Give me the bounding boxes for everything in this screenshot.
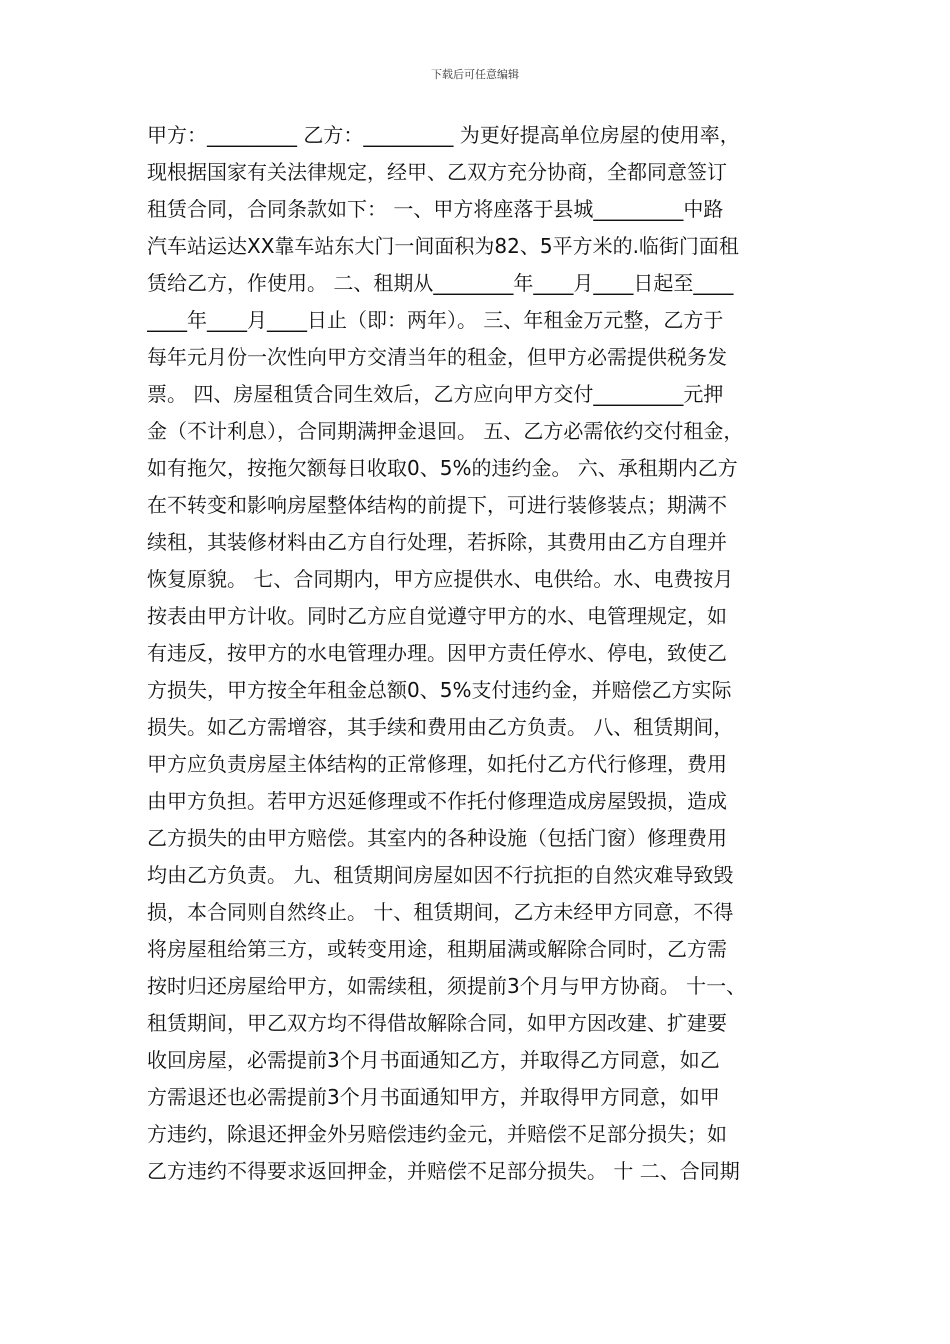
page-header: 下载后可任意编辑: [431, 68, 519, 81]
text-line: 损失。如乙方需增容，其手续和费用由乙方负责。 八、租赁期间，: [147, 715, 734, 739]
text-line: 收回房屋，必需提前3个月书面通知乙方，并取得乙方同意，如乙: [147, 1048, 720, 1072]
text-line: 汽车站运达XX靠车站东大门一间面积为82、5平方米的.临街门面租: [147, 234, 739, 258]
text-line: 票。 四、房屋租赁合同生效后，乙方应向甲方交付_________元押: [147, 382, 724, 406]
text-line: 方损失，甲方按全年租金总额0、5%支付违约金，并赔偿乙方实际: [147, 678, 732, 702]
text-line: 赁给乙方，作使用。 二、租期从________年____月____日起至____: [147, 271, 734, 295]
text-line: 甲方应负责房屋主体结构的正常修理，如托付乙方代行修理，费用: [147, 752, 727, 776]
text-line: 有违反，按甲方的水电管理办理。因甲方责任停水、停电，致使乙: [147, 641, 727, 665]
text-line: 租赁期间，甲乙双方均不得借故解除合同，如甲方因改建、扩建要: [147, 1011, 727, 1035]
text-line: 均由乙方负责。 九、租赁期间房屋如因不行抗拒的自然灾难导致毁: [147, 863, 734, 887]
text-line: 如有拖欠，按拖欠额每日收取0、5%的违约金。 六、承租期内乙方: [147, 456, 738, 480]
text-line: 在不转变和影响房屋整体结构的前提下，可进行装修装点；期满不: [147, 493, 727, 517]
text-line: 损，本合同则自然终止。 十、租赁期间，乙方未经甲方同意，不得: [147, 900, 734, 924]
text-line: 每年元月份一次性向甲方交清当年的租金，但甲方必需提供税务发: [147, 345, 727, 369]
text-line: 租赁合同，合同条款如下： 一、甲方将座落于县城_________中路: [147, 197, 724, 221]
text-line: 乙方违约不得要求返回押金，并赔偿不足部分损失。 十 二、合同期: [147, 1159, 740, 1183]
text-line: 甲方：_________ 乙方：_________ 为更好提高单位房屋的使用率，: [147, 123, 740, 147]
text-line: 方违约，除退还押金外另赔偿违约金元，并赔偿不足部分损失；如: [147, 1122, 727, 1146]
text-line: ____年____月____日止（即：两年）。 三、年租金万元整，乙方于: [147, 308, 724, 332]
text-line: 恢复原貌。 七、合同期内，甲方应提供水、电供给。水、电费按月: [147, 567, 734, 591]
text-line: 现根据国家有关法律规定，经甲、乙双方充分协商，全都同意签订: [147, 160, 727, 184]
text-line: 续租，其装修材料由乙方自行处理，若拆除，其费用由乙方自理并: [147, 530, 727, 554]
text-line: 将房屋租给第三方，或转变用途，租期届满或解除合同时，乙方需: [147, 937, 727, 961]
text-line: 按时归还房屋给甲方，如需续租，须提前3个月与甲方协商。 十一、: [147, 974, 747, 998]
contract-body: [147, 117, 809, 1190]
text-line: 由甲方负担。若甲方迟延修理或不作托付修理造成房屋毁损，造成: [147, 789, 727, 813]
text-line: 乙方损失的由甲方赔偿。其室内的各种设施（包括门窗）修理费用: [147, 826, 727, 850]
text-line: 方需退还也必需提前3个月书面通知甲方，并取得甲方同意，如甲: [147, 1085, 720, 1109]
text-line: 金（不计利息），合同期满押金退回。 五、乙方必需依约交付租金，: [147, 419, 744, 443]
text-line: 按表由甲方计收。同时乙方应自觉遵守甲方的水、电管理规定，如: [147, 604, 727, 628]
